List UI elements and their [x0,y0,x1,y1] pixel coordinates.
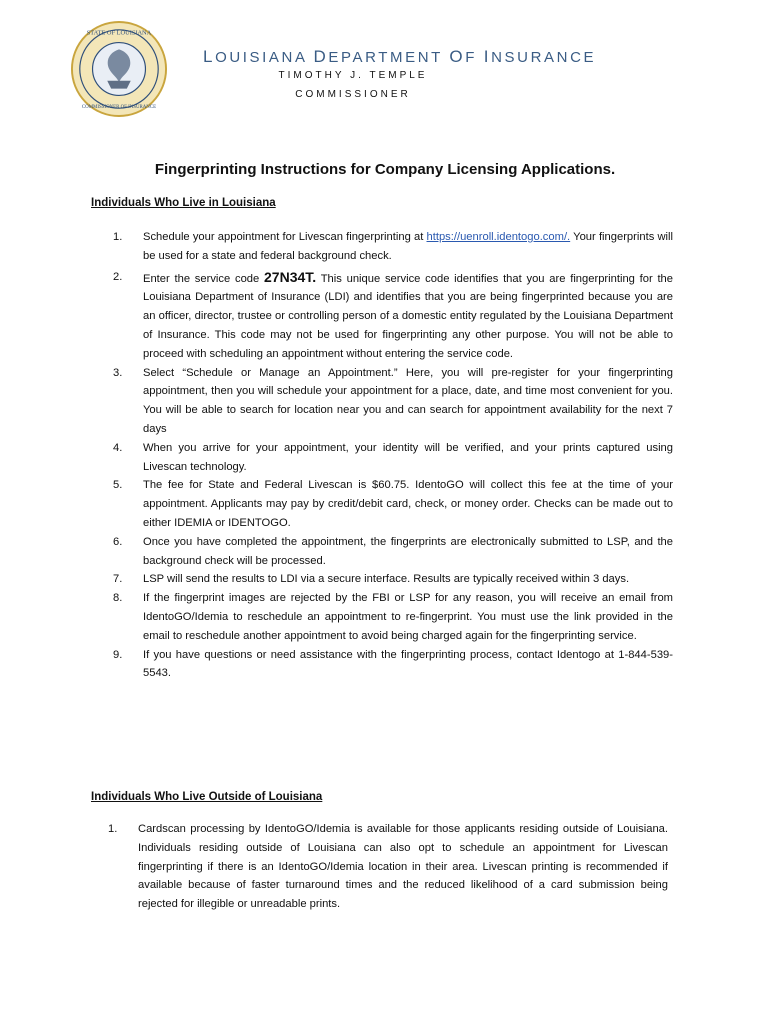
louisiana-instructions-list [113,228,673,683]
list-item: 1. Schedule your appointment for Livescan fingerprinting at https://uenroll.identogo.com/. Your fingerprints will be used for a state and federal background check. [113,231,674,262]
service-code: 27N34T. [264,268,317,285]
list-item: 1. Cardscan processing by IdentoGO/Idemia is available for those applicants residing outside of Louisiana. Individuals residing outside of Louisiana can also opt to schedule an appointment for Livescan fingerprinting if there is an IdentoGO/Idemia location in their area. Livescan printing is recommended if available because of faster turnaround times and the reduced likelihood of a card submission being rejected for illegible or unreadable prints. [108,823,668,911]
commissioner-name: TIMOTHY J. TEMPLE [278,70,428,81]
seal-text-top: STATE OF LOUISIANA [86,29,152,37]
list-item: 5. The fee for State and Federal Livescan is $60.75. IdentoGO will collect this fee at the time of your appointment. Applicants may pay by credit/debit card, check, or money order. Checks can be made out to either IDEMIA or IDENTOGO. [113,479,673,529]
state-seal-logo [70,20,168,118]
commissioner-title: COMMISSIONER [295,89,411,100]
list-item: 2. Enter the service code 27N34T. This unique service code identifies that you are fingerprinting for the Louisiana Department of Insurance (LDI) and identifies that you are being fingerprinted because you are an officer, director, trustee or controlling person of a domestic entity regulated by the Louisiana Department of Insurance. This code may not be used for fingerprinting any other purpose. You will not be able to proceed with scheduling an appointment without entering the service code. [113,268,673,360]
section-heading-outside-louisiana: Individuals Who Live Outside of Louisiana [91,791,323,803]
list-item: 6. Once you have completed the appointment, the fingerprints are electronically submitted to LSP, and the background check will be processed. [113,535,673,567]
outside-louisiana-instructions-list [108,820,668,914]
list-item: 7. LSP will send the results to LDI via a secure interface. Results are typically received within 3 days. [113,573,630,586]
list-item: 9. If you have questions or need assistance with the fingerprinting process, contact Identogo at 1-844-539-5543. [113,648,673,680]
section-heading-louisiana: Individuals Who Live in Louisiana [91,197,276,209]
list-item: 4. When you arrive for your appointment, your identity will be verified, and your prints captured using Livescan technology. [113,441,673,473]
organization-name: LOUISIANA DEPARTMENT OF INSURANCE [203,47,597,66]
document-title: Fingerprinting Instructions for Company Licensing Applications. [154,161,616,178]
identogo-link[interactable]: https://uenroll.identogo.com/. [426,231,571,243]
list-item: 3. Select “Schedule or Manage an Appointment.” Here, you will pre-register for your fingerprinting appointment, then you will schedule your appointment for a place, date, and time most convenient for you. You will be able to search for location near you and can search for appointment availability for the next 7 days [113,366,673,435]
seal-text-bottom: COMMISSIONER OF INSURANCE [81,105,157,111]
list-item: 8. If the fingerprint images are rejected by the FBI or LSP for any reason, you will receive an email from IdentoGO/Idemia to reschedule an appointment to re-fingerprint. You must use the link provided in the email to reschedule another appointment to avoid being charged again for the fingerprinting service. [113,592,673,642]
